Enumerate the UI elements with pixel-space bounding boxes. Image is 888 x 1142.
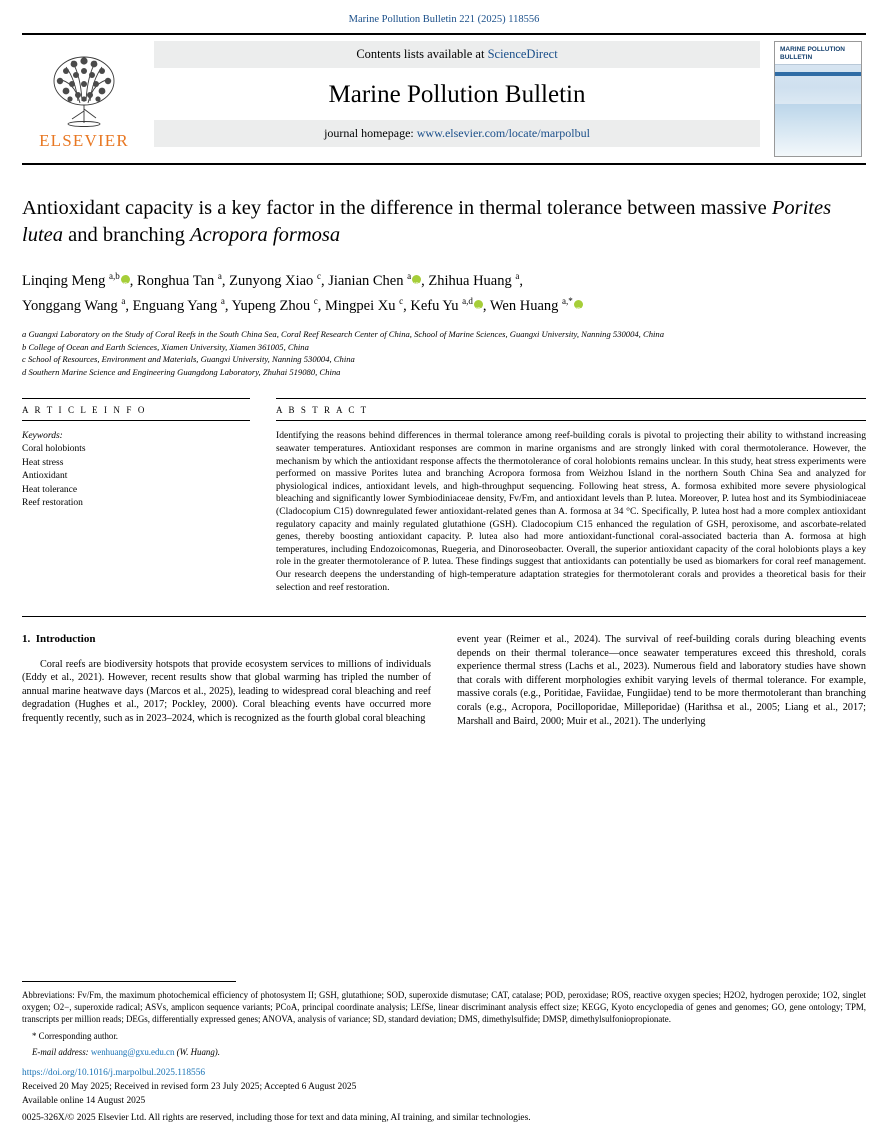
doi-link[interactable]: https://doi.org/10.1016/j.marpolbul.2025.118556 (22, 1067, 206, 1078)
elsevier-logo (22, 35, 146, 163)
copyright-note: 0025-326X/© 2025 Elsevier Ltd. All rights are reserved, including those for text and data mining, AI training, and similar technologies. (22, 1112, 531, 1123)
cover-wave-graphic (775, 104, 861, 156)
keywords-list (22, 443, 250, 511)
masthead-center (146, 35, 768, 163)
keywords-label: Keywords: (22, 431, 63, 442)
body-left-column (22, 633, 431, 728)
journal-masthead (22, 33, 866, 165)
journal-cover-thumbnail[interactable] (774, 41, 862, 157)
email-link[interactable]: wenhuang@gxu.edu.cn (90, 1046, 175, 1057)
section-number: 1. (22, 633, 31, 646)
email-suffix: (W. Huang). (174, 1046, 220, 1057)
sciencedirect-link[interactable]: ScienceDirect (487, 47, 558, 61)
cover-title: MARINE POLLUTION BULLETIN (775, 42, 861, 65)
journal-homepage-link[interactable]: www.elsevier.com/locate/marpolbul (416, 126, 590, 140)
abstract-heading: A B S T R A C T (276, 398, 866, 421)
section-heading (22, 633, 431, 647)
title-italic-2: Acropora formosa (189, 224, 341, 246)
orcid-icon[interactable] (121, 275, 130, 284)
homepage-label: journal homepage: (324, 126, 417, 140)
available-online-date: Available online 14 August 2025 (22, 1096, 146, 1107)
article-info-column (22, 398, 250, 594)
author-list: Linqing Meng $^{a,b}$ iD , Ronghua Tan $^a$, Zunyong Xiao $^c$, Jianian Chen $^a$ iD , Zhihua Huang $^a$, Yonggang Wang $^a$, Enguang Yang $^a$, Yupeng Zhou $^c$, Mingpei Xu $^c$, Kefu Yu $^{a,d}$ iD , Wen Huang $^{a,*}$iD (22, 269, 866, 319)
footnote-divider (22, 981, 236, 982)
keyword-item: Reef restoration (22, 498, 83, 509)
page-title (22, 195, 866, 249)
affiliation-a: a Guangxi Laboratory on the Study of Coral Reefs in the South China Sea, Coral Reef Research Center of China, School of Marine Sciences, Guangxi University, Nanning 530004, China (22, 329, 664, 339)
elsevier-wordmark: ELSEVIER (39, 131, 129, 150)
orcid-icon[interactable] (574, 300, 583, 309)
corresponding-author-note: * Corresponding author. (32, 1031, 119, 1042)
body-right-column (457, 633, 866, 728)
affiliation-b: b College of Ocean and Earth Sciences, Xiamen University, Xiamen 361005, China (22, 341, 309, 352)
contents-bar (154, 41, 760, 68)
keyword-item: Antioxidant (22, 471, 68, 482)
orcid-icon[interactable] (474, 300, 483, 309)
footnotes-block (22, 981, 866, 1124)
title-italic-1: Porites lutea (22, 197, 832, 246)
keyword-item: Heat stress (22, 457, 64, 468)
abstract-column (276, 398, 866, 594)
body-columns (22, 633, 866, 728)
orcid-icon[interactable] (412, 275, 421, 284)
cover-strip (775, 72, 861, 76)
keyword-item: Heat tolerance (22, 484, 78, 495)
journal-title: Marine Pollution Bulletin (328, 81, 586, 108)
email-note (22, 1046, 866, 1058)
affiliation-d: d Southern Marine Science and Engineering Guangdong Laboratory, Zhuhai 519080, China (22, 366, 341, 377)
title-part-2: and branching (63, 224, 190, 246)
article-info-heading: A R T I C L E I N F O (22, 398, 250, 421)
info-abstract-row (22, 398, 866, 594)
affiliations (22, 328, 866, 378)
elsevier-tree-icon (46, 51, 122, 129)
contents-prefix: Contents lists available at (356, 47, 488, 61)
keyword-item: Coral holobionts (22, 444, 86, 455)
affiliation-c: c School of Resources, Environment and Materials, Guangxi University, Nanning 530004, China (22, 354, 355, 365)
abstract-text: Identifying the reasons behind differences in thermal tolerance among reef-building corals is pivotal to projecting their ability to withstand increasing seawater temperatures. Antioxidant responses are common in marine organisms and are strongly linked with coral thermotolerance. However, the mechanism by which the antioxidant response affects the thermotolerance of coral holobionts remains unclear. In this study, heat stress experiments were performed on massive Porites lutea and branching Acropora formosa from Weizhou Island in the northern South China Sea and analyzed for physiological indices, antioxidant levels, and high-throughput sequencing. Following heat stress, A. formosa exhibited more severe physiological bleaching and significantly lower Symbiodiniaceae density, Fv/Fm, and antioxidant levels than P. lutea. Moreover, P. lutea host and its Symbiodiniaceae (Cladocopium C15) downregulated fewer antioxidant-related genes than A. formosa at 34 °C. Specifically, P. lutea host had a more complex antioxidant regulatory capacity and mainly regulated glutathione (GSH). Cladocopium C15 enhanced the regulation of GSH, peroxisome, and ascorbate-related genes, thereby boosting antioxidant capacity. P. lutea also had more antioxidant-functional coral-associated bacteria than A. formosa at high temperatures, including Endozoicomonas, Ruegeria, and Dinoroseobacter. Overall, the superior antioxidant capacity of the coral holobionts plays a key role in the greater thermotolerance of P. lutea. These findings suggest that antioxidants can potentially be used as biomarkers for coral reef management. Our research deepens the understanding of high-temperature adaptation strategies for thermotolerant corals and provides a theoretical basis for their selection and reef restoration. (276, 430, 866, 593)
journal-reference: Marine Pollution Bulletin 221 (2025) 118556 (348, 14, 540, 25)
paragraph-intro-right: event year (Reimer et al., 2024). The survival of reef-building corals during bleaching events depends on their thermal tolerance—once seawater temperatures exceed this threshold, corals experience thermal stress (Lachs et al., 2023). Numerous field and laboratory studies have shown that corals with different morphologies exhibit varying levels of thermal tolerance. For example, massive corals (e.g., Poritidae, Faviidae, Fungiidae) tend to be more thermotolerant than branching corals (e.g., Acropora, Pocilloporidae, Milleporidae) (Harithsa et al., 2005; Liang et al., 2017; Marshall and Baird, 2000; Muir et al., 2021). The underlying (457, 634, 866, 727)
section-divider (22, 616, 866, 617)
title-part-1: Antioxidant capacity is a key factor in the difference in thermal tolerance between massive (22, 197, 772, 219)
submission-dates: Received 20 May 2025; Received in revised form 23 July 2025; Accepted 6 August 2025 (22, 1081, 357, 1092)
homepage-bar (154, 120, 760, 147)
section-title: Introduction (35, 633, 96, 646)
abbreviations-note: Abbreviations: Fv/Fm, the maximum photochemical efficiency of photosystem II; GSH, glutathione; SOD, superoxide dismutase; CAT, catalase; POD, peroxidase; ROS, reactive oxygen species; H2O2, hydrogen peroxide; 1O2, singlet oxygen; O2−, superoxide radical; ASVs, amplicon sequence variants; PCoA, principal coordinate analysis; LEfSe, linear discriminant analysis effect size; KEGG, Kyoto encyclopedia of genes and genomes; GO, gene ontology; TPM, transcripts per million reads; DEGs, differentially expressed genes; ANOVA, analysis of variance; SD, standard deviation; DMS, dimethylsulfide; DMSP, dimethylsulfoniopropionate. (22, 989, 866, 1025)
email-label: E-mail address: (32, 1046, 91, 1057)
paragraph-intro-left: Coral reefs are biodiversity hotspots that provide ecosystem services to millions of individuals (Eddy et al., 2021). However, recent results show that global warming has tripled the number of annual marine heatwave days (Marcos et al., 2025), leading to widespread coral bleaching and reef degradation (Hughes et al., 2017; Pockley, 2000). Coral bleaching events have occurred more frequently recently, such as in 2023–2024, which is recognized as the fourth global coral bleaching (22, 658, 431, 725)
